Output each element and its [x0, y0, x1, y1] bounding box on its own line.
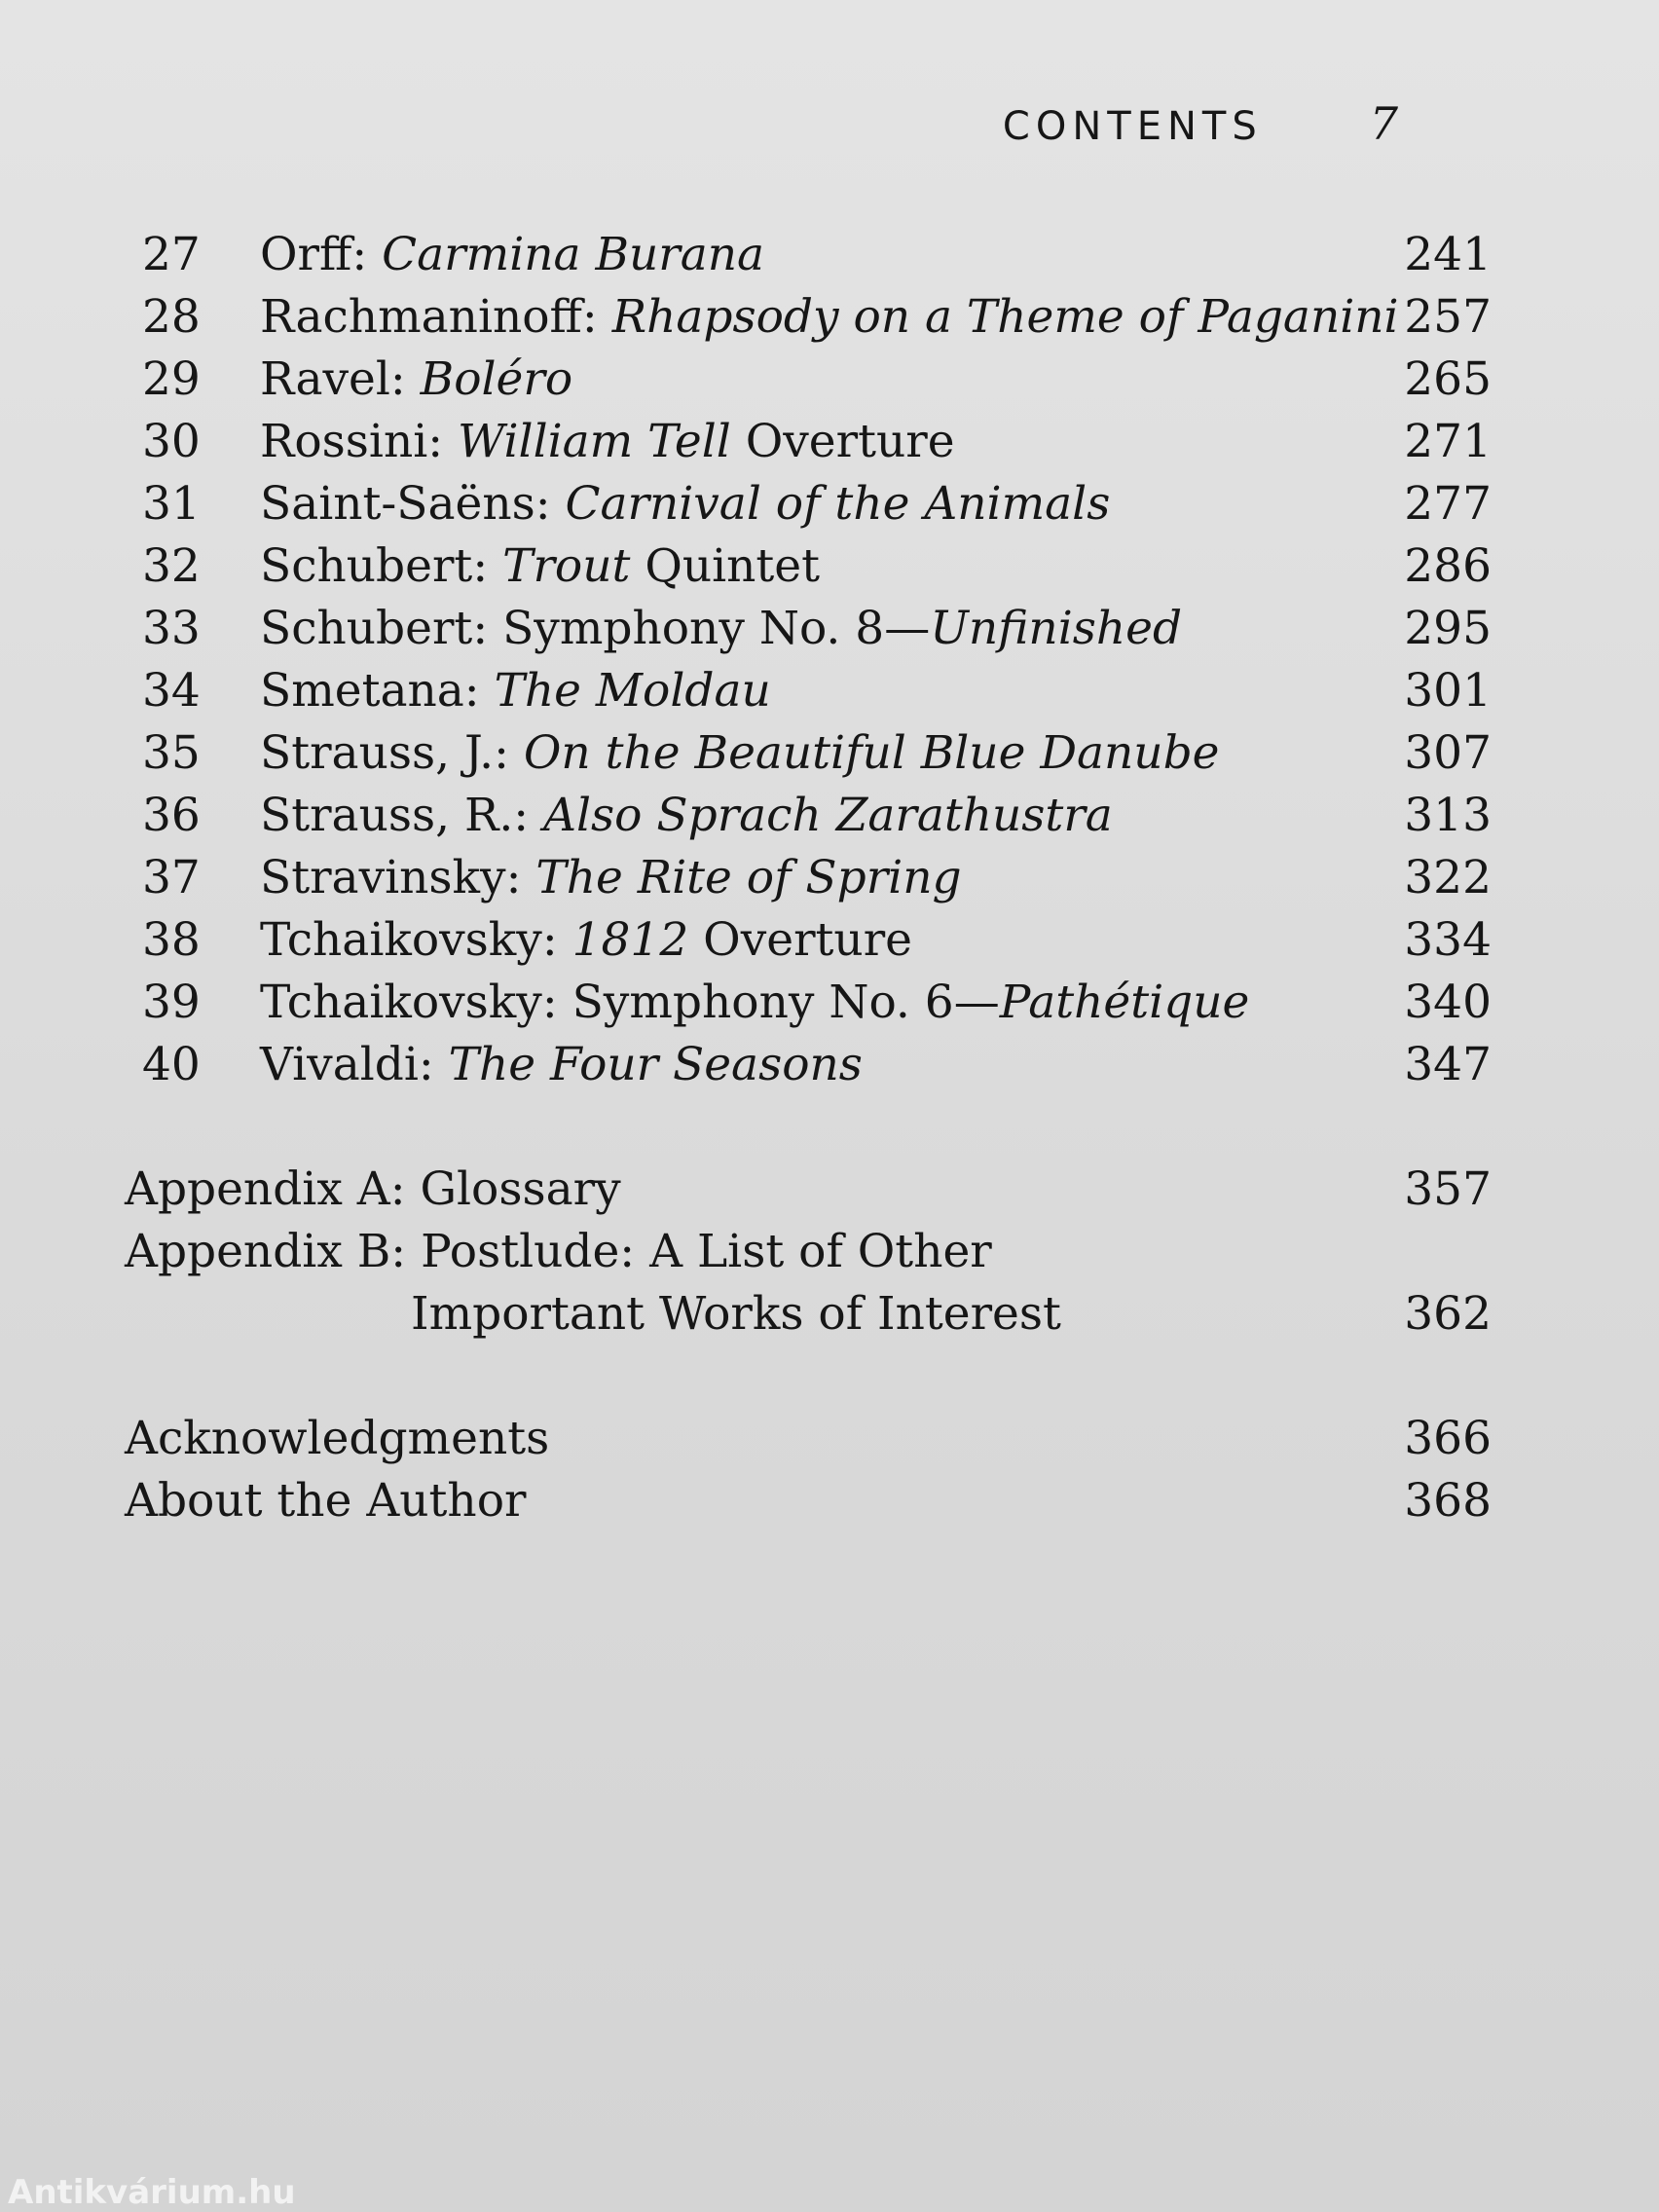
- chapter-title: Rachmaninoff: Rhapsody on a Theme of Paganini: [260, 290, 1399, 344]
- chapter-number: 30: [142, 415, 201, 468]
- chapter-number: 29: [142, 352, 201, 406]
- chapter-number: 34: [142, 664, 201, 718]
- section-spacer: [0, 1346, 1659, 1408]
- page-number: 357: [1404, 1162, 1492, 1216]
- page-number: 271: [1404, 415, 1492, 468]
- page-number: 334: [1404, 913, 1492, 967]
- toc-entry-37: [0, 847, 1659, 909]
- toc-acknowledgments: [0, 1408, 1659, 1470]
- chapter-title: Stravinsky: The Rite of Spring: [260, 851, 962, 904]
- toc-entry-28: [0, 286, 1659, 349]
- acknowledgments-label: Acknowledgments: [125, 1412, 550, 1465]
- chapter-number: 35: [142, 726, 201, 780]
- page-number: 366: [1404, 1412, 1492, 1465]
- toc-entry-34: [0, 660, 1659, 722]
- toc-entry-31: [0, 473, 1659, 535]
- chapter-title: Smetana: The Moldau: [260, 664, 771, 718]
- toc-appendix-a: [0, 1159, 1659, 1221]
- toc-entry-29: [0, 349, 1659, 411]
- section-spacer: [0, 1096, 1659, 1159]
- chapter-number: 36: [142, 789, 201, 842]
- chapter-number: 31: [142, 477, 201, 531]
- page-number: 347: [1404, 1038, 1492, 1091]
- toc-entry-40: [0, 1034, 1659, 1096]
- chapter-title: Tchaikovsky: 1812 Overture: [260, 913, 912, 967]
- chapter-title: Schubert: Trout Quintet: [260, 539, 821, 593]
- toc-entry-39: [0, 972, 1659, 1034]
- chapter-title: Orff: Carmina Burana: [260, 228, 765, 281]
- page-number: 265: [1404, 352, 1492, 406]
- page-number: 257: [1404, 290, 1492, 344]
- appendix-a-label: Appendix A: Glossary: [125, 1162, 621, 1216]
- chapter-number: 39: [142, 976, 201, 1029]
- toc-about-author: [0, 1470, 1659, 1532]
- page-number: 277: [1404, 477, 1492, 531]
- toc-entry-36: [0, 785, 1659, 847]
- chapter-title: Strauss, R.: Also Sprach Zarathustra: [260, 789, 1113, 842]
- page-number: 241: [1404, 228, 1492, 281]
- chapter-number: 27: [142, 228, 201, 281]
- page-number: 362: [1404, 1287, 1492, 1341]
- chapter-number: 37: [142, 851, 201, 904]
- chapter-title: Strauss, J.: On the Beautiful Blue Danube: [260, 726, 1220, 780]
- header-page-number: 7: [1369, 97, 1398, 150]
- page-number: 286: [1404, 539, 1492, 593]
- toc-entry-38: [0, 909, 1659, 972]
- chapter-number: 32: [142, 539, 201, 593]
- chapter-title: Tchaikovsky: Symphony No. 6—Pathétique: [260, 976, 1250, 1029]
- chapter-title: Vivaldi: The Four Seasons: [260, 1038, 863, 1091]
- appendix-b-label: Appendix B: Postlude: A List of Other: [125, 1225, 992, 1278]
- toc-appendix-b-line2: [0, 1283, 1659, 1346]
- toc-appendix-b-line1: [0, 1221, 1659, 1283]
- chapter-number: 33: [142, 602, 201, 655]
- page-number: 295: [1404, 602, 1492, 655]
- chapter-title: Ravel: Boléro: [260, 352, 573, 406]
- chapter-number: 38: [142, 913, 201, 967]
- table-of-contents: [0, 224, 1659, 1532]
- page-number: 368: [1404, 1474, 1492, 1528]
- chapter-title: Rossini: William Tell Overture: [260, 415, 955, 468]
- page-number: 340: [1404, 976, 1492, 1029]
- page-number: 307: [1404, 726, 1492, 780]
- page-number: 301: [1404, 664, 1492, 718]
- toc-entry-30: [0, 411, 1659, 473]
- toc-entry-33: [0, 598, 1659, 660]
- running-header: [1003, 97, 1398, 150]
- about-author-label: About the Author: [125, 1474, 527, 1528]
- page-number: 313: [1404, 789, 1492, 842]
- appendix-b-label-continued: Important Works of Interest: [411, 1287, 1061, 1341]
- toc-entry-35: [0, 722, 1659, 785]
- chapter-number: 40: [142, 1038, 201, 1091]
- toc-entry-27: [0, 224, 1659, 286]
- chapter-title: Schubert: Symphony No. 8—Unfinished: [260, 602, 1183, 655]
- chapter-number: 28: [142, 290, 201, 344]
- chapter-title: Saint-Saëns: Carnival of the Animals: [260, 477, 1111, 531]
- toc-entry-32: [0, 535, 1659, 598]
- header-title: CONTENTS: [1002, 104, 1263, 149]
- watermark: Antikvárium.hu: [8, 2173, 296, 2212]
- page-number: 322: [1404, 851, 1492, 904]
